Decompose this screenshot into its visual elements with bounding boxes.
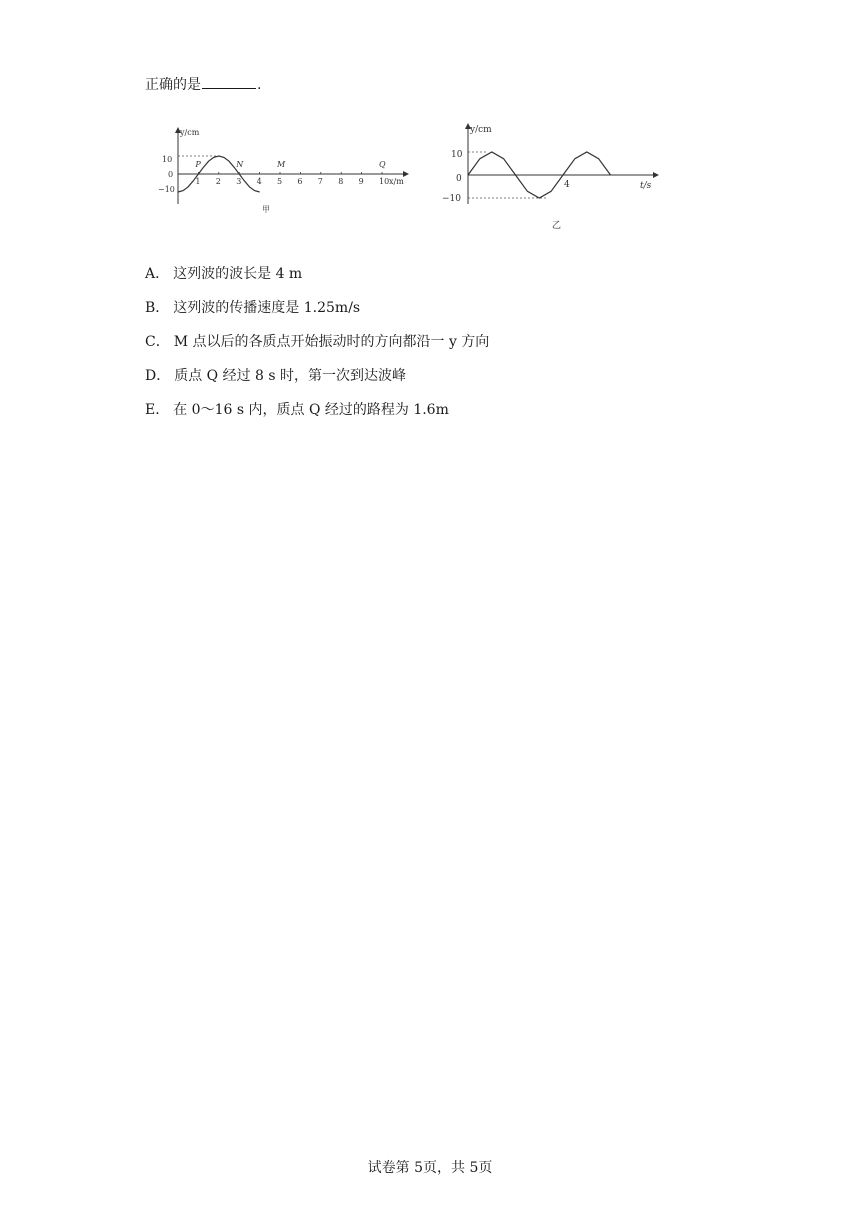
y-tick-neg10: −10 (442, 194, 461, 204)
y-tick-0: 0 (456, 174, 462, 184)
y-axis-label: y/cm (180, 128, 200, 137)
option-letter: A． (145, 266, 170, 282)
point-label-n: N (236, 160, 244, 169)
x-axis-label: x/m (389, 177, 404, 186)
figure-caption: 乙 (552, 221, 562, 231)
t-axis-label: t/s (640, 181, 652, 191)
option-text: 在 0～16 s 内，质点 Q 经过的路程为 1.6m (173, 402, 449, 418)
option-a[interactable] (145, 264, 489, 298)
option-d[interactable] (145, 366, 489, 400)
option-text: 这列波的波长是 4 m (173, 266, 303, 282)
option-e[interactable] (145, 400, 489, 434)
x-tick-label: 7 (317, 177, 323, 186)
x-tick-label: 10 (379, 177, 390, 186)
y-tick-10: 10 (162, 155, 173, 164)
option-text: 这列波的传播速度是 1.25m/s (173, 300, 361, 316)
x-tick-label: 4 (256, 177, 262, 186)
option-text: M 点以后的各质点开始振动时的方向都沿一 y 方向 (173, 334, 490, 350)
wave-graph-figure (160, 124, 412, 218)
figure-caption: 甲 (262, 205, 270, 214)
x-tick-label: 3 (236, 177, 242, 186)
point-label-m: M (277, 160, 286, 169)
x-tick-label: 5 (277, 177, 283, 186)
option-letter: E． (145, 402, 170, 418)
option-b[interactable] (145, 298, 489, 332)
x-tick-label: 6 (297, 177, 303, 186)
wave-graph (160, 124, 412, 218)
x-tick-label: 1 (195, 177, 201, 186)
question-stem-text: 正确的是 (145, 77, 201, 93)
question-stem (145, 74, 261, 95)
y-tick-neg10: −10 (158, 185, 175, 194)
vibration-graph (436, 120, 662, 232)
option-c[interactable] (145, 332, 489, 366)
option-text: 质点 Q 经过 8 s 时，第一次到达波峰 (174, 368, 407, 384)
page-footer: 试卷第 5页，共 5页 (367, 1160, 493, 1176)
t-tick-label: 4 (564, 180, 570, 190)
options-list (145, 264, 489, 434)
y-tick-10: 10 (451, 150, 463, 160)
x-tick-label: 9 (358, 177, 364, 186)
vibration-graph-figure (436, 120, 662, 232)
y-axis-label: y/cm (470, 125, 492, 135)
point-label-q: Q (379, 160, 386, 169)
question-stem-end: . (257, 77, 262, 93)
option-letter: C． (145, 334, 170, 350)
answer-blank (202, 74, 256, 89)
option-letter: B． (145, 300, 170, 316)
x-tick-label: 2 (215, 177, 221, 186)
point-label-p: P (195, 160, 201, 169)
x-tick-label: 8 (338, 177, 344, 186)
option-letter: D． (145, 368, 171, 384)
y-tick-0: 0 (168, 170, 174, 179)
